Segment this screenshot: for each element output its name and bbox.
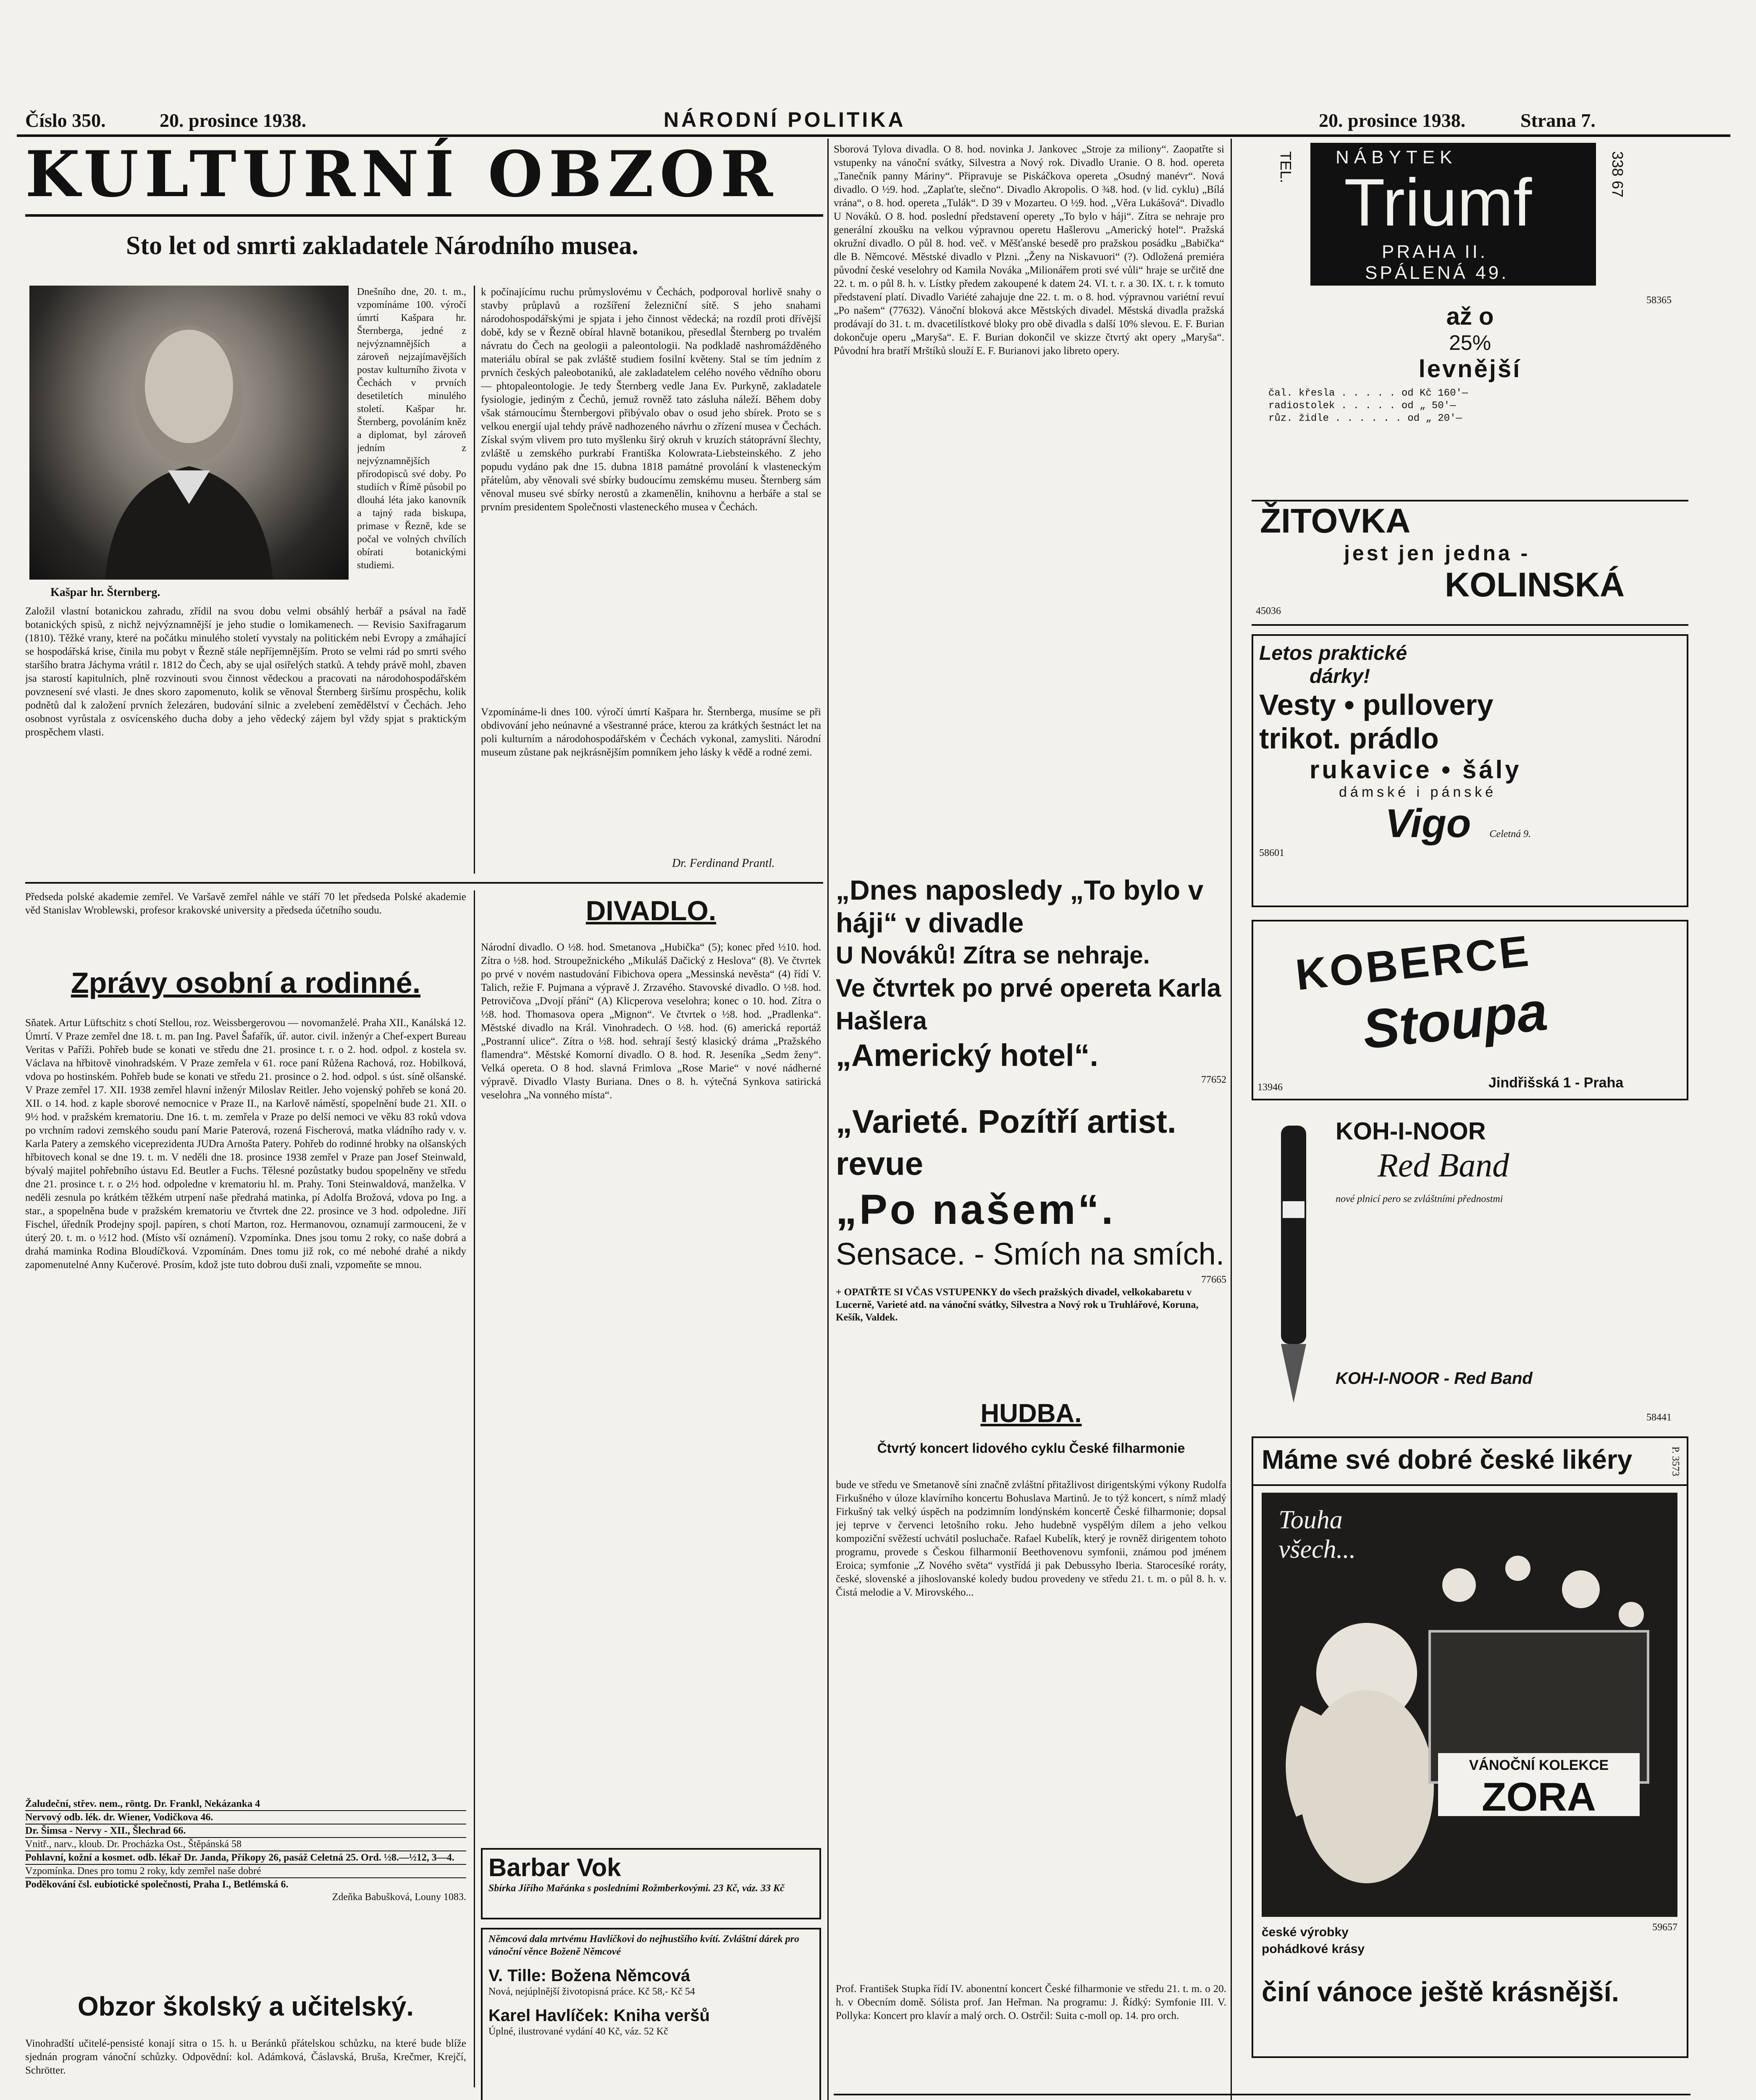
likery-rule xyxy=(1253,1484,1687,1486)
vigo-line6: dámské i pánské xyxy=(1339,784,1497,800)
variete-ad xyxy=(836,1100,1226,1386)
likery-title: Máme své dobré české likéry xyxy=(1262,1444,1633,1475)
kulturni-col2-body: k počínajícímu ruchu průmyslovému v Čechách, podporoval horlivě snahy o stavby průplavů a rozšíření železniční sítě. S jeho snahami národohospodářskými je spjata i jeho činnost vědecká; na rozdíl proti dřívější době, kdy se v Řezně obíral hlavně botanikou, přesedlal Šternberg po trvalém návratu do Čech na geologii a paleontologii. Na podkladě nashromážděného materiálu obíral se pak zvláště studiem fosilní květeny. Stal se tím jedním z prvních českých paleobotaniků, ale zakladatelem celého nového vědního oboru — phtopaleontologie. Je tedy Šternberg vedle Jana Ev. Purkyně, zakladatele fysiologie, jediným z Čechů, jemuž rovněž tato zásluha náleží. Během doby však stárnoucímu Šternbergovi přibývalo obav o osud jeho sbírek. Proto se s velkou energií ujal tehdy právě nadhozeného návrhu o zřízení musea v Čechách. Získal svým vlivem pro tuto myšlenku širý okruh v kruzích státoprávní šlechty, zvláště u zemského purkrabí Františka Kolowrata-Liebsteinského. Z jeho popudu vydáno pak dne 15. dubna 1818 památné provolání k vlasteneckým přátelům, aby věnovali své sbírky budoucímu zemskému museu. Šternberg sám věnoval museu své sbírky nerostů a zkamenělin, knihovnu a herbáře a stal se prvním presidentem Společnosti vlasteneckého musea v Čechách. xyxy=(481,286,821,513)
kohinoor-redband: Red Band xyxy=(1378,1147,1509,1184)
doctor-ad: Vzpomínka. Dnes pro tomu 2 roky, kdy zemřel naše dobré xyxy=(25,1865,466,1878)
zitovka-line1: ŽITOVKA xyxy=(1260,502,1411,540)
kulturni-title-rule xyxy=(25,214,823,217)
kulturni-col2-body2: Vzpomínáme-li dnes 100. výročí úmrtí Kašpara hr. Šternberga, musíme se při obdivování jeho neúnavné a všestranné práce, kterou za krátkých šestnáct let na poli kulturním a národohospodářském v Čechách vykonal, zamysliti. Národní museum zůstane pak nejkrásnějším pomníkem jeho lásky k vědě a rodné zemi. xyxy=(481,706,821,758)
barbar-vok-text: Sbírka Jiřího Mařánka s posledními Rožmberkovými. 23 Kč, váz. 33 Kč xyxy=(488,1883,785,1894)
sternberg-portrait xyxy=(29,286,349,580)
variete-line3: Sensace. - Smích na smích. xyxy=(836,1236,1225,1271)
zora-tag2: pohádkové krásy xyxy=(1262,1942,1365,1956)
ao-line3: levnější xyxy=(1418,355,1522,383)
ao-ad xyxy=(1252,302,1688,504)
zora-code: 59657 xyxy=(1652,1922,1677,1933)
vigo-addr: Celetná 9. xyxy=(1489,829,1531,840)
hudba-body: bude ve středu ve Smetanově síni značně zvláštní přitažlivost dirigentskými výkony Rudolfa Firkušného v úloze klavírního koncertu Bohuslava Martinů. Je to týž koncert, s nímž mladý Firkušný tak velký úspěch na podzimním londýnském koncertě České filharmonie; dopsal jej teprve v červenci letošního roku. Jeho hudebně vyspělým dílem a jeho velkou kompoziční svěžestí uchvátil posluchače. Rafael Kubelík, který je rovněž dirigentem tohoto programu, provede s Českou filharmonií Beethovenovu symfonii, známou pod jménem Eroica; symfonie „Z Nového světa“ vystřídá ji pak Debussyho Iberia. Starocesíké roráty, české, slovenské a jihoslovanské koledy budou provedeny ve středu 21. t. m. o půl 8. h. v. Čistá melodie a V. Mirovského... xyxy=(836,1479,1226,1598)
variete-code: 77665 xyxy=(1201,1274,1226,1285)
ao-code: 58365 xyxy=(1646,295,1672,306)
kulturni-col-divider xyxy=(474,286,475,874)
havlicek-text: Úplné, ilustrované vydání 40 Kč, váz. 52 Kč xyxy=(488,2026,668,2037)
dnes-line4: „Americký hotel“. xyxy=(836,1038,1099,1073)
skolsky-body: Vinohradští učitelé-pensisté konají sitra o 15. h. u Beránků přátelskou schůzku, na které bude blíže sjednán program vánoční schůzky. Odpovědní: kol. Adámková, Čáslavská, Bruša, Krečmer, Krejčí, Schrötter. xyxy=(25,2038,466,2076)
doctor-ad: Vnitř., narv., kloub. Dr. Procházka Ost., Štěpánská 58 xyxy=(25,1838,466,1851)
likery-side: P. 3573 xyxy=(1670,1446,1681,1476)
dnes-code: 77652 xyxy=(1201,1074,1226,1085)
zitovka-code: 45036 xyxy=(1256,606,1281,617)
theatre-listings: Sborová Tylova divadla. O 8. hod. novinka J. Jankovec „Stroje za miliony“. Zaopatřte si vstupenky na vánoční svátky, Silvestra a Nový rok. Divadlo Uranie. O 8. hod. opereta „Tanečník panny Máriny“. Připravuje se Piskáčkova opereta „Osudný manévr“. Nová divadlo. O ½9. hod. „Zaplaťte, slečno“. Divadlo Akropolis. O ¾8. hod. (v lid. cyklu) „Bílá vrána“, o 8. hod. opereta „Tulák“. D 39 v Mozarteu. O ½9. hod. „Věra Lukášová“. Divadlo U Nováků. O 8. hod. poslední představení operety „To bylo v háji“. Zítra se nehraje pro generální zkoušku na velkou výpravnou operetu Hašlerovu „Americký hotel“. Pražská okružní divadlo. O půl 8. hod. več. v Měšťanské besedě pro pražskou posádku „Babička“ dle B. Němcové. Městské divadlo v Plzni. „Ženy na Niskavuori“ (?). Odložená premiéra původní české veselohry od Kamila Nováka „Milionářem proti své vůli“ hraje se určitě dne 22. t. m. o půl 8. h. v. Lístky předem zakoupené k datem 24. VI. t. r. a 30. IX. t. r. k tomuto představení platí. Divadlo Variété zahajuje dne 22. t. m. o 8. hod. výpravnou variétní revuí „Po našem“ (77632). Vánoční bloková akce Městských divadel. Městská divadla pražská prodávají do 31. t. m. dvacetilístkové bloky pro obě divadla s další 10% slevou. E. F. Burian dokončuje operu „Maryša“. E. F. Burian dokončil ve skizze čtvrtý akt opery „Maryša“. Původní hra bratří Mrštíků slouží E. F. Burianovi jako libreto opery. xyxy=(834,144,1224,357)
ao-item: růz. židle . . . . . . od „ 20'— xyxy=(1268,413,1462,424)
ao-line1: až o xyxy=(1446,303,1494,330)
dnes-line3: Ve čtvrtek po prvé opereta Karla Hašlera xyxy=(836,974,1221,1035)
vigo-code: 58601 xyxy=(1259,848,1284,858)
vigo-line2: dárky! xyxy=(1310,665,1370,688)
zpravy-body: Sňatek. Artur Lüftschitz s chotí Stellou, roz. Weissbergerovou — novomanželé. Praha XII., Kanálská 12. Úmrtí. V Praze zemřel dne 18. t. m. pan Ing. Pavel Šafařík, úř. autor. civil. inženýr a Chef-expert Bureau Veritas v Paříži. Pohřeb bude se konati ve středu dne 21. prosince t. r. o 2. hod. odpol. z kostela sv. Václava na hřbitově vinohradském. V Praze zemřela v 61. roce paní Růžena Rachová, roz. Hobilková, vdova po hostinském. Pohřeb bude se konati ve středu 21. prosince o 2. hod. odpol. s úst. síně olšanské. V Praze zemřel 17. XII. 1938 zemřel hlavní inženýr Miloslav Reitler. Jeho vojenský pohřeb se koná 20. XII. o 14. hod. z kaple sborové nemocnice v Praze II., na Karlově náměstí, spopelnění bude 21. XII. o 9½ hod. v pražském krematoriu. Dne 16. t. m. zemřela v Praze po delší nemoci ve věku 83 roků vdova po vrchním radovi zemského soudu paní Marie Paterová, rozená Fischerová, matka vládního rady v. v. Karla Patery a zemského viceprezidenta JUDra Arnošta Patery. Pohřeb do rodinné hrobky na olšanských hřbitovech konal se dne 19. t. m. V neděli dne 18. prosince 1938 zemřel v Praze pan Josef Steinwald, bývalý majitel pohřebního ústavu Ed. Beutler a Fuchs. Tělesné pozůstatky budou spopelněny ve středu dne 21. prosince t. r. o 2½ hod. odpoledne v krematoriu hl. m. Prahy. Toni Steinwaldová, manželka. V neděli zesnula po krátkém těžkém utrpení naše předrahá matinka, pí Adolfa Brožová, vdova po Ing. a star., a spopelněna bude v pražském krematoriu ve čtvrtek dne 22. prosince ve 3 hod. odpoledne. Jiří Fischel, úředník Prodejny spojl. papíren, s chotí Marton, roz. Hermanovou, oznamují zarmouceni, že v úterý 20. t. m. o ½12 hod. (Místo vší oznámení). Vzpomínka. Dnes jsou tomu 2 roky, co naše dobrá a drahá maminka Rodina Bloudíčková. Vzpomínám. Dnes tomu již rok, co mé nebohé drahé a nikdy zapomenutelné Anny Kučerové. Prosím, kdož jste tuto dobrou duši znali, vzpomeňte se mnou. xyxy=(25,1017,466,1270)
header-date-left: 20. prosince 1938. xyxy=(160,110,307,131)
tille-title: V. Tille: Božena Němcová xyxy=(488,1966,690,1985)
nemcova-intro: Němcová dala mrtvému Havlíčkovi do nejhustšího kvítí. Zvláštní dárek pro vánoční věnce Boženě Němcové xyxy=(488,1934,799,1957)
koberce-line2: Stoupa xyxy=(1360,980,1550,1060)
kohinoor-bottom: KOH-I-NOOR - Red Band xyxy=(1336,1369,1533,1388)
zitovka-ad xyxy=(1252,500,1688,626)
vigo-line1: Letos praktické xyxy=(1259,642,1407,664)
barbar-vok-ad xyxy=(481,1848,821,1919)
hudba-title: HUDBA. xyxy=(980,1399,1082,1428)
nemcova-ad xyxy=(481,1928,821,2100)
kulturni-headline: Sto let od smrti zakladatele Národního musea. xyxy=(126,231,638,260)
tille-text: Nová, nejúplnější životopisná práce. Kč 58,- Kč 54 xyxy=(488,1986,695,1997)
vigo-ad xyxy=(1252,634,1688,907)
dnes-naposledy-ad xyxy=(836,874,1226,1092)
koberce-line3: Jindřišská 1 - Praha xyxy=(1488,1075,1624,1091)
divadlo-title: DIVADLO. xyxy=(585,895,717,926)
skolsky-title: Obzor školský a učitelský. xyxy=(77,1991,414,2021)
nikodem-top-rule xyxy=(834,2094,1690,2095)
divadlo-body: Národní divadlo. O ½8. hod. Smetanova „Hubička“ (5); konec před ½10. hod. Zítra o ½8. hod. Stroupežnického „Mikuláš Dačický z Heslova“ (8). Ve čtvrtek po prvé v novém nastudování Fibichova opera „Messinská nevěsta“ (4) řídí V. Talich, režie F. Pujmana a výpravě J. Zrzavého. Stavovské divadlo. O ½8. hod. Petrovičova „Dvojí přání“ (A) Klicperova veselohra; konec o 10. hod. Zítra o ½8. hod. Thomasova opera „Mignon“. Ve čtvrtek o ½8. hod. „Pradlenka“. Městské divadlo na Král. Vinohradech. O ½8. hod. (6) americká reportáž „Postranní ulice“. Zítra o ½8. hod. sehrají šestý klasický dráma „Pražského flamendra“. Městské Komorní divadlo. O 8. hod. R. Jeseníka „Sedm ženy“. Velká opereta. O 8 hod. slavná Frimlova „Rose Marie“ v nové nádherné výpravě. Divadlo Vlasty Buriana. Dnes o 8. h. výtečná Synkova satirická veselohra „Na vonného místa“. xyxy=(481,942,821,1101)
triumf-label: NÁBYTEK xyxy=(1336,147,1457,168)
header-rule xyxy=(17,134,1730,137)
zora-tag1: české výrobky xyxy=(1262,1925,1349,1939)
header-issue: Číslo 350. xyxy=(25,110,106,131)
vigo-line3: Vesty • pullovery xyxy=(1259,688,1494,721)
polska-note: Předseda polské akademie zemřel. Ve Varšavě zemřel náhle ve stáří 70 let předseda Polské akademie věd Stanislav Wroblewski, profesor krakovské university a předseda účetního soudu. xyxy=(25,891,466,916)
kulturni-author: Dr. Ferdinand Prantl. xyxy=(672,857,775,870)
variete-line2: „Po našem“. xyxy=(836,1186,1116,1233)
portrait-caption: Kašpar hr. Šternberg. xyxy=(50,586,160,599)
dnes-line2: U Nováků! Zítra se nehraje. xyxy=(836,942,1150,969)
zora-brand: ZORA xyxy=(1482,1774,1596,1819)
kohinoor-brand: KOH-I-NOOR xyxy=(1336,1118,1486,1145)
hudba-end: Prof. František Stupka řídí IV. abonentní koncert České filharmonie ve středu 21. t. m. o 20. h. v Obecním domě. Sólista prof. Jan Heřman. Na programu: J. Řídký: Symfonie III. V. Pollyka: Koncert pro klavír a malý orch. O. Ostrčil: Suita c-moll op. 14. pro orch. xyxy=(836,1983,1226,2021)
kohinoor-ad xyxy=(1252,1109,1688,1428)
variete-line1: „Varieté. Pozítří artist. revue xyxy=(836,1103,1176,1182)
doctor-ad: Poděkování čsl. eubiotické společnosti, Praha I., Betlémská 6. xyxy=(25,1879,289,1890)
kulturni-col1-intro: Dnešního dne, 20. t. m., vzpomínáme 100. výročí úmrtí Kašpara hr. Šternberga, jedné z nejvýznamnějších a zároveň nejzajímavějších postav kulturního života v Čechách v prvních desetiletích minulého století. Kašpar hr. Šternberg, povoláním kněz a diplomat, byl zároveň jedním z nejvýznamnějších přírodopisců své doby. Po studiích v Římě působil po dlouhá léta jako kanovník a tajný rada biskupa, primase v Řezně, kde se počal ve volných chvílích obírati botanickými studiemi. xyxy=(357,286,466,571)
doctor-ad: Nervový odb. lék. dr. Wiener, Vodičkova 46. xyxy=(25,1811,466,1824)
havlicek-title: Karel Havlíček: Kniha veršů xyxy=(488,2006,710,2025)
doctor-ad: Žaludeční, střev. nem., röntg. Dr. Frankl, Nekázanka 4 xyxy=(25,1798,466,1811)
koberce-line1: KOBERCE xyxy=(1293,926,1533,1000)
triumf-addr2: SPÁLENÁ 49. xyxy=(1365,262,1509,283)
koberce-ad xyxy=(1252,920,1688,1100)
zora-image xyxy=(1262,1493,1677,1917)
barbar-vok-title: Barbar Vok xyxy=(488,1853,621,1882)
kulturni-title: KULTURNÍ OBZOR xyxy=(25,137,779,211)
koberce-code: 13946 xyxy=(1257,1082,1283,1093)
kohinoor-desc: nové plnicí pero se zvláštními přednostmi xyxy=(1336,1194,1503,1205)
divadlo-col-divider xyxy=(474,890,475,2087)
zora-kolekce: VÁNOČNÍ KOLEKCE xyxy=(1469,1757,1609,1773)
vigo-line4: trikot. prádlo xyxy=(1259,722,1439,755)
doctor-ad: Pohlavní, kožní a kosmet. odb. lékař Dr. Janda, Příkopy 26, pasáž Celetná 25. Ord. ½8.—½12, 3—4. xyxy=(25,1851,466,1865)
dnes-line1: „Dnes naposledy „To bylo v háji“ v divadle xyxy=(836,874,1204,938)
variete-note: + OPATŘTE SI VČAS VSTUPENKY do všech pražských divadel, velkokabaretu v Lucerně, Varieté atd. na vánoční svátky, Silvestra a Nový rok u Truhlářové, Koruna, Kešík, Valdek. xyxy=(836,1287,1199,1323)
ao-item: čal. křesla . . . . . od Kč 160'— xyxy=(1268,388,1468,399)
triumf-tel-right: 338 67 xyxy=(1609,151,1626,198)
hudba-subtitle: Čtvrtý koncert lidového cyklu České filharmonie xyxy=(877,1441,1185,1456)
zitovka-line2: jest jen jedna - xyxy=(1344,541,1530,565)
signature: Zdeňka Babušková, Louny 1083. xyxy=(332,1892,466,1903)
ao-line2: 25% xyxy=(1449,331,1491,354)
vigo-brand: Vigo xyxy=(1385,801,1471,846)
kulturni-bottom-rule xyxy=(25,882,823,884)
pen-icon xyxy=(1260,1117,1327,1411)
child-illustration xyxy=(1262,1493,1677,1917)
zpravy-title: Zprávy osobní a rodinné. xyxy=(71,966,421,999)
triumf-brand: Triumf xyxy=(1344,165,1532,240)
zitovka-line3: KOLINSKÁ xyxy=(1445,566,1625,604)
header-paper-name: NÁRODNÍ POLITIKA xyxy=(664,108,906,131)
header-page: Strana 7. xyxy=(1520,110,1596,131)
right-col-divider xyxy=(1231,139,1232,2100)
triumf-ad xyxy=(1310,143,1596,286)
ao-item: radiostolek . . . . . od „ 50'— xyxy=(1268,400,1456,412)
kulturni-col1-body: Založil vlastní botanickou zahradu, zřídil na svou dobu velmi obsáhlý herbář a psával na řadě botanických spisů, z nichž nejvýznamnější je jeho studie o lomikamenech. — Revisio Saxifragarum (1810). Těžké vrany, které na počátku minulého století vyvstaly na politickém nebi Evropy a zmáhající se hospodářská krise, činila mu pobyt v Řezně stále nepříjemnějším. Proto se velmi rád po smrti svého staršího bratra Jáchyma vrátil r. 1812 do Čech, aby se ujal osiřelých statků. A tehdy právě mohl, zbaven jsa starostí kapitulních, plně rozvinouti svou činnost vědeckou a pracovati na národohospodářském povznesení své vlasti. Je dnes skoro zapomenuto, kolik se věnoval Šternberg širšímu prospěchu, kolik podnětů dal k založení prvních železáren, budování silnic a zvelebení zemědělství v Čechách. Jeho osobnost vyrůstala z osvícenského ducha doby a jeho vědecký zájem byl vždy spjat s praktickým prospěchem vlasti. xyxy=(25,606,466,738)
triumf-addr1: PRAHA II. xyxy=(1382,242,1488,262)
likery-script: Touha všech... xyxy=(1278,1506,1356,1564)
likery-ad xyxy=(1252,1436,1688,2058)
center-col-divider xyxy=(827,139,829,2100)
kohinoor-code: 58441 xyxy=(1646,1412,1672,1423)
doctor-ads xyxy=(25,1798,466,1903)
triumf-tel-left: TEL. xyxy=(1277,151,1294,184)
zora-slogan: činí vánoce ještě krásnější. xyxy=(1262,1976,1620,2007)
doctor-ad: Dr. Šimsa - Nervy - XII., Šlechrad 66. xyxy=(25,1824,466,1838)
vigo-line5: rukavice • šály xyxy=(1310,756,1522,784)
header-date-right: 20. prosince 1938. xyxy=(1319,110,1466,131)
